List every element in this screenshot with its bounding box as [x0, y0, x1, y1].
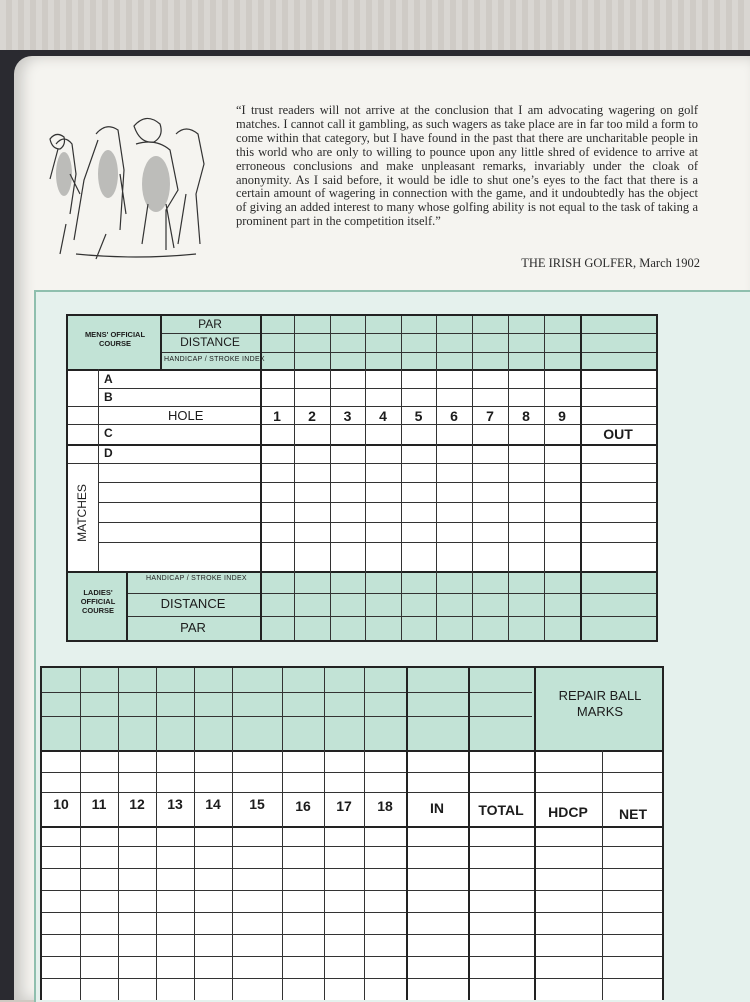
- hole-7: 7: [486, 408, 494, 424]
- ladies-course-label: LADIES' OFFICIAL COURSE: [80, 588, 116, 615]
- hole-1: 1: [273, 408, 281, 424]
- hole-14: 14: [205, 796, 221, 812]
- hole-12: 12: [129, 796, 145, 812]
- quote-attribution: THE IRISH GOLFER, March 1902: [521, 256, 700, 270]
- net-label: NET: [619, 806, 647, 822]
- handicap-label: HANDICAP / STROKE INDEX: [164, 356, 265, 363]
- golfers-illustration: [36, 104, 230, 264]
- hole-16: 16: [295, 798, 311, 814]
- repair-ball-marks-label: REPAIR BALL MARKS: [558, 688, 642, 719]
- ladies-distance-label: DISTANCE: [160, 596, 226, 611]
- ladies-par-label: PAR: [180, 620, 206, 635]
- out-label: OUT: [603, 426, 633, 442]
- matches-label: MATCHES: [75, 484, 89, 542]
- hole-9: 9: [558, 408, 566, 424]
- hole-11: 11: [91, 796, 107, 812]
- hole-10: 10: [53, 796, 69, 812]
- hole-4: 4: [379, 408, 387, 424]
- golf-quote: “I trust readers will not arrive at the conclusion that I am advocating wagering on golf matches. I cannot call it gambling, as such wagers as take place are in far too mild a form to come within that category, but I have found in the past that there are uncharitable people in this world who are only to willing to pounce upon any little shred of evidence to arrive at erroneous conclusions and make unpleasant remarks, invariably under the cloak of anonymity. As I said before, it would be idle to shut one’s eyes to the fact that there is a certain amount of wagering in connection with the game, and it undoubtedly has the object of giving an added interest to many whose golfing ability is not equal to the task of taking a prominent part in the competition itself.”: [236, 103, 698, 229]
- distance-label: DISTANCE: [180, 335, 240, 349]
- back-nine-grid: [40, 666, 664, 1000]
- mens-course-label: MENS' OFFICIAL COURSE: [84, 330, 146, 348]
- hole-17: 17: [336, 798, 352, 814]
- player-a-label: A: [104, 372, 113, 386]
- hole-18: 18: [377, 798, 393, 814]
- hole-15: 15: [249, 796, 265, 812]
- hole-8: 8: [522, 408, 530, 424]
- hole-label: HOLE: [168, 408, 204, 423]
- total-label: TOTAL: [478, 802, 524, 818]
- player-d-label: D: [104, 446, 113, 460]
- player-c-label: C: [104, 426, 113, 440]
- in-label: IN: [430, 800, 444, 816]
- hole-3: 3: [343, 408, 352, 424]
- hole-6: 6: [450, 408, 458, 424]
- hole-13: 13: [167, 796, 183, 812]
- player-b-label: B: [104, 390, 113, 404]
- front-nine-grid: [66, 314, 658, 642]
- hole-2: 2: [308, 408, 316, 424]
- hole-5: 5: [414, 408, 423, 424]
- par-label: PAR: [198, 317, 222, 331]
- ladies-handicap-label: HANDICAP / STROKE INDEX: [146, 575, 247, 582]
- hdcp-label: HDCP: [548, 804, 588, 820]
